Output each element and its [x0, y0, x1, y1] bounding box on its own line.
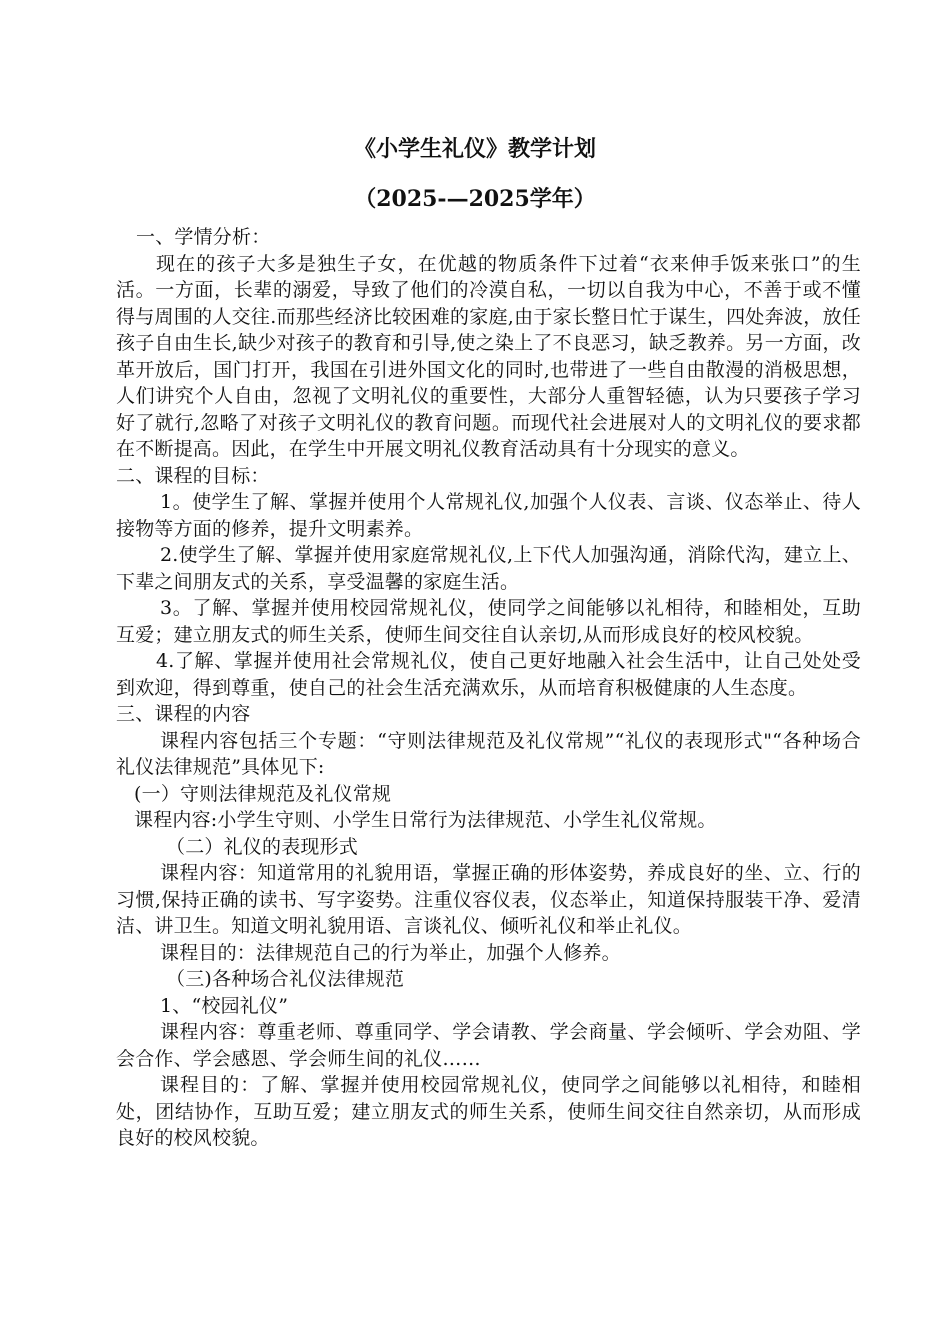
document-body — [116, 224, 861, 1152]
body-paragraph: 课程目的：了解、掌握并使用校园常规礼仪，使同学之间能够以礼相待，和睦相处，团结协作，互助互爱；建立朋友式的师生关系，使师生间交往自然亲切，从而形成良好的校风校貌。 — [116, 1074, 861, 1149]
section-heading-goals: 二、课程的目标： — [116, 464, 270, 487]
body-paragraph: 现在的孩子大多是独生子女，在优越的物质条件下过着“衣来伸手饭来张口”的生活。一方面，长辈的溺爱，导致了他们的冷漠自私，一切以自我为中心，不善于或不懂得与周围的人交往.而那些经济比较困难的家庭,由于家长整日忙于谋生，四处奔波，放任孩子自由生长,缺少对孩子的教育和引导,使之染上了不良恶习，缺乏教养。另一方面，改革开放后，国门打开，我国在引进外国文化的同时,也带进了一些自由散漫的消极思想，人们讲究个人自由，忽视了文明礼仪的重要性，大部分人重智轻德，认为只要孩子学习好了就行,忽略了对孩子文明礼仪的教育问题。而现代社会进展对人的文明礼仪的要求都在不断提高。因此，在学生中开展文明礼仪教育活动具有十分现实的意义。 — [116, 252, 861, 460]
subsection-heading: （二）礼仪的表现形式 — [166, 835, 359, 858]
goal-item: 3。了解、掌握并使用校园常规礼仪，使同学之间能够以礼相待，和睦相处，互助互爱；建立朋友式的师生关系，使师生间交往自认亲切,从而形成良好的校风校貌。 — [116, 597, 861, 646]
body-paragraph: 课程目的：法律规范自己的行为举止，加强个人修养。 — [160, 941, 621, 964]
subsection-heading: (一）守则法律规范及礼仪常规 — [134, 782, 392, 805]
subsection-heading: （三)各种场合礼仪法律规范 — [166, 968, 405, 990]
document-title: 《小学生礼仪》教学计划 — [353, 136, 596, 162]
academic-year: （2025-—2025学年） — [354, 186, 596, 212]
goal-item: 2.使学生了解、掌握并使用家庭常规礼仪,上下代人加强沟通，消除代沟，建立上、下辈之间朋友式的关系，享受温馨的家庭生活。 — [116, 544, 861, 593]
body-paragraph: 课程内容：尊重老师、尊重同学、学会请教、学会商量、学会倾听、学会劝阻、学会合作、学会感恩、学会师生间的礼仪…… — [116, 1021, 861, 1070]
goal-item: 4.了解、掌握并使用社会常规礼仪，使自己更好地融入社会生活中，让自己处处受到欢迎，得到尊重，使自己的社会生活充满欢乐，从而培育积极健康的人生态度。 — [116, 650, 861, 699]
body-paragraph: 课程内容包括三个专题：“守则法律规范及礼仪常规”“礼仪的表现形式"“各种场合礼仪法律规范”具体见下: — [116, 729, 861, 778]
section-heading-analysis: 一、学情分析： — [136, 226, 271, 248]
section-heading-content: 三、课程的内容 — [116, 703, 251, 725]
list-item-heading: 1、“校园礼仪” — [160, 994, 289, 1017]
body-paragraph: 课程内容:小学生守则、小学生日常行为法律规范、小学生礼仪常规。 — [134, 809, 717, 831]
body-paragraph: 课程内容：知道常用的礼貌用语，掌握正确的形体姿势，养成良好的坐、立、行的习惯,保持正确的读书、写字姿势。注重仪容仪表，仪态举止，知道保持服装干净、爱清洁、讲卫生。知道文明礼貌用语、言谈礼仪、倾听礼仪和举止礼仪。 — [116, 862, 861, 937]
goal-item: 1。使学生了解、掌握并使用个人常规礼仪,加强个人仪表、言谈、仪态举止、待人接物等方面的修养，提升文明素养。 — [116, 491, 861, 540]
